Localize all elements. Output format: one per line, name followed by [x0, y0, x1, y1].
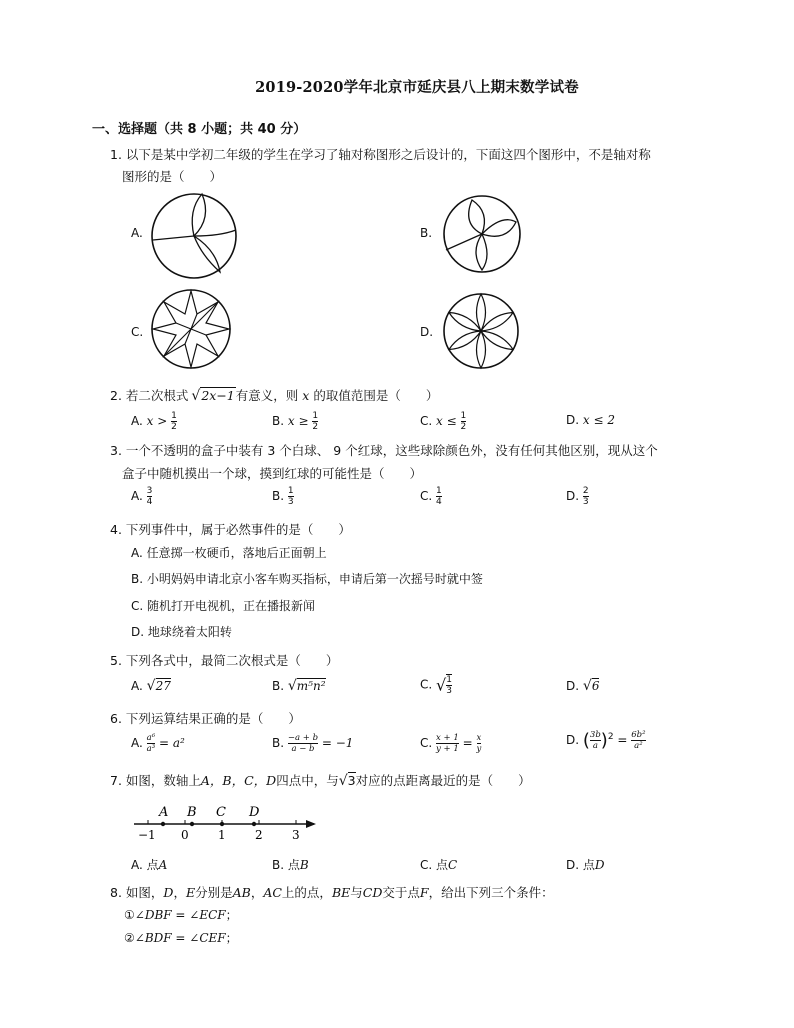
q6-option-c[interactable]: C. $\frac{x + 1}{y + 1}$ = $\frac{x}{y}$ — [420, 733, 482, 754]
q7-option-d[interactable]: D. 点D — [566, 858, 605, 872]
q7-axis-label-b: B — [187, 805, 197, 820]
q7-number-line — [130, 800, 330, 845]
q4-stem: 4. 下列事件中，属于必然事件的是（ ） — [110, 522, 351, 537]
q2-option-c[interactable]: C. x ≤ $\frac{1}{2}$ — [420, 411, 467, 432]
q1-option-d-label[interactable]: D. — [420, 325, 434, 339]
q1-figure-b — [442, 194, 522, 274]
q2-stem-c: 的取值范围是（ ） — [313, 388, 439, 403]
q4-option-d[interactable]: D. 地球绕着太阳转 — [131, 625, 232, 639]
q4-option-a[interactable]: A. 任意掷一枚硬币，落地后正面朝上 — [131, 546, 327, 560]
page-title: 2019-2020学年北京市延庆县八上期末数学试卷 — [255, 79, 579, 96]
q3-stem-line2: 盒子中随机摸出一个球，摸到红球的可能性是（ ） — [122, 466, 423, 481]
q5-option-b[interactable]: B. √m⁵n² — [272, 678, 326, 694]
q2-stem — [110, 386, 438, 404]
q4-option-c[interactable]: C. 随机打开电视机，正在播报新闻 — [131, 599, 316, 613]
q1-stem-line1: 1. 以下是某中学初二年级的学生在学习了轴对称图形之后设计的，下面这四个图形中，不是轴对称 — [110, 147, 651, 162]
q5-option-c[interactable]: C. √ $\frac{1}{3}$ — [420, 675, 452, 696]
q7-option-b[interactable]: B. 点B — [272, 858, 309, 872]
q2-var: x — [302, 388, 310, 403]
q7-option-a[interactable]: A. 点A — [131, 858, 168, 872]
q3-stem-line1: 3. 一个不透明的盒子中装有 3 个白球、 9 个红球，这些球除颜色外，没有任何其他区别，现从这个 — [110, 443, 658, 458]
q1-figure-a — [150, 192, 238, 280]
q8-stem: 8. 如图，D，E分别是AB，AC上的点，BE与CD交于点F，给出下列三个条件： — [110, 885, 554, 900]
q8-condition-1: ①∠DBF = ∠ECF； — [124, 908, 238, 922]
q3-option-b[interactable]: B. $\frac{1}{3}$ — [272, 486, 294, 507]
q5-stem: 5. 下列各式中，最简二次根式是（ ） — [110, 653, 339, 668]
q1-stem-line2: 图形的是（ ） — [122, 169, 223, 184]
q1-figure-d — [442, 292, 520, 370]
q3-option-c[interactable]: C. $\frac{1}{4}$ — [420, 486, 442, 507]
q2-stem-b: 有意义，则 — [235, 388, 299, 403]
q6-stem: 6. 下列运算结果正确的是（ ） — [110, 711, 301, 726]
q6-option-a[interactable]: A. $\frac{\text{a⁶}}{\text{a³}}$ = a² — [131, 733, 185, 754]
q2-radicand: 2x−1 — [201, 388, 235, 403]
q5-option-d[interactable]: D. √6 — [566, 678, 600, 694]
q2-option-d[interactable]: D. x ≤ 2 — [566, 413, 615, 427]
section-heading: 一、选择题（共 8 小题；共 40 分） — [92, 122, 307, 137]
q8-condition-2: ②∠BDF = ∠CEF； — [124, 931, 238, 945]
q6-option-d[interactable]: D. ( $\frac{3b}{a}$ )$^2$ = $\frac{\text{6b²}}{\text{a²}}$ — [566, 730, 646, 751]
q7-tick-2: 2 — [255, 828, 263, 842]
q7-axis-label-a: A — [159, 805, 169, 820]
q7-option-c[interactable]: C. 点C — [420, 858, 458, 872]
q4-option-b[interactable]: B. 小明妈妈申请北京小客车购买指标，申请后第一次摇号时就中签 — [131, 572, 483, 586]
q2-option-b[interactable]: B. x ≥ $\frac{1}{2}$ — [272, 411, 319, 432]
q7-tick-0: 0 — [181, 828, 189, 842]
q2-radical: √2x−1 — [191, 388, 235, 404]
q3-option-d[interactable]: D. $\frac{2}{3}$ — [566, 486, 589, 507]
q1-option-b-label[interactable]: B. — [420, 226, 433, 240]
q7-tick-neg1: −1 — [138, 828, 156, 842]
q1-figure-c — [150, 288, 232, 370]
q2-option-a[interactable]: A. x > $\frac{1}{2}$ — [131, 411, 177, 432]
q2-stem-a: 2. 若二次根式 — [110, 388, 189, 403]
q3-option-a[interactable]: A. $\frac{3}{4}$ — [131, 486, 153, 507]
q6-option-b[interactable]: B. $\frac{-a + b}{a - b}$ = −1 — [272, 733, 354, 754]
q5-option-a[interactable]: A. √27 — [131, 678, 171, 694]
q7-axis-label-d: D — [249, 805, 260, 820]
q7-stem: 7. 如图，数轴上A，B，C，D四点中，与√3对应的点距离最近的是（ ） — [110, 773, 531, 789]
q1-option-a-label[interactable]: A. — [131, 226, 143, 240]
q7-tick-1: 1 — [218, 828, 226, 842]
q7-tick-3: 3 — [292, 828, 300, 842]
q1-option-c-label[interactable]: C. — [131, 325, 144, 339]
q7-axis-label-c: C — [216, 805, 226, 820]
